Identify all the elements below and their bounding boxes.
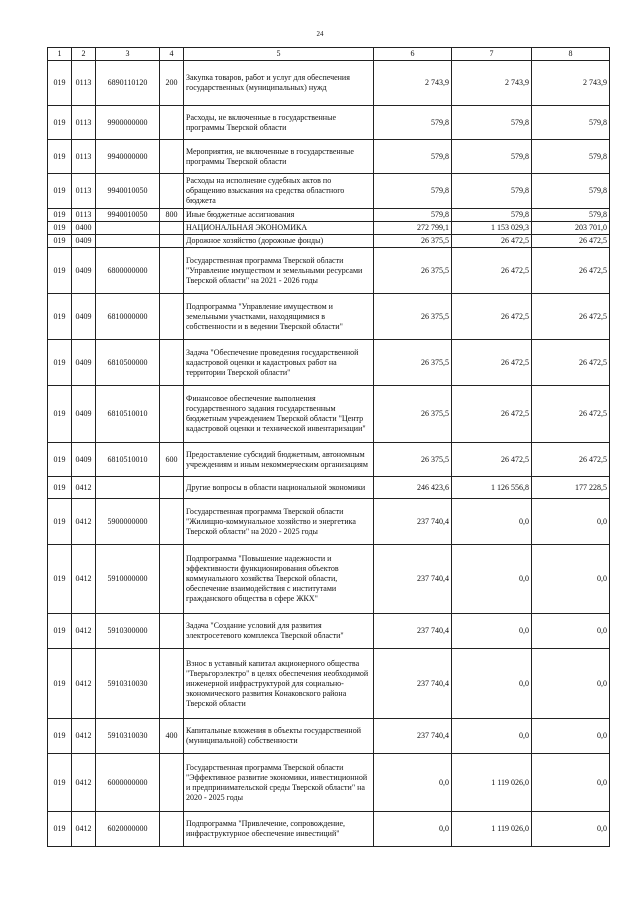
code-expense-type (160, 812, 184, 847)
amount-year2: 26 472,5 (452, 443, 532, 477)
code-target: 6810510010 (96, 443, 160, 477)
item-name: Задача "Создание условий для развития электросетевого комплекса Тверской области" (184, 614, 374, 649)
amount-year3: 26 472,5 (532, 386, 610, 443)
code-target: 5910310030 (96, 719, 160, 754)
header-cell: 5 (184, 48, 374, 61)
code-target: 6810510010 (96, 386, 160, 443)
code-expense-type (160, 140, 184, 174)
code-section: 0400 (72, 222, 96, 235)
amount-year3: 0,0 (532, 812, 610, 847)
amount-year2: 579,8 (452, 140, 532, 174)
amount-year2: 0,0 (452, 649, 532, 719)
table-row (48, 209, 610, 222)
code-admin: 019 (48, 340, 72, 386)
code-expense-type (160, 614, 184, 649)
code-section: 0113 (72, 106, 96, 140)
amount-year3: 177 228,5 (532, 477, 610, 499)
amount-year1: 0,0 (374, 812, 452, 847)
code-section: 0412 (72, 649, 96, 719)
item-name: Предоставление субсидий бюджетным, автономным учреждениям и иным некоммерческим организациям (184, 443, 374, 477)
amount-year1: 246 423,6 (374, 477, 452, 499)
item-name: Государственная программа Тверской области "Управление имуществом и земельными ресурсами Тверской области" на 2021 - 2026 годы (184, 248, 374, 294)
code-section: 0409 (72, 386, 96, 443)
item-name: Дорожное хозяйство (дорожные фонды) (184, 235, 374, 248)
code-admin: 019 (48, 174, 72, 209)
code-target: 5910000000 (96, 545, 160, 614)
code-section: 0409 (72, 294, 96, 340)
code-section: 0113 (72, 61, 96, 106)
code-admin: 019 (48, 443, 72, 477)
code-target: 9940000000 (96, 140, 160, 174)
code-admin: 019 (48, 499, 72, 545)
amount-year1: 237 740,4 (374, 649, 452, 719)
code-admin: 019 (48, 106, 72, 140)
table-row (48, 248, 610, 294)
code-admin: 019 (48, 545, 72, 614)
code-admin: 019 (48, 248, 72, 294)
table-row (48, 545, 610, 614)
amount-year3: 0,0 (532, 545, 610, 614)
amount-year1: 2 743,9 (374, 61, 452, 106)
code-expense-type (160, 386, 184, 443)
amount-year2: 579,8 (452, 106, 532, 140)
code-section: 0409 (72, 340, 96, 386)
item-name: Взнос в уставный капитал акционерного общества "Тверьгорэлектро" в целях обеспечения необходимой инженерной инфраструктурой для социально-экономического развития Конаковского района Тверской области (184, 649, 374, 719)
code-expense-type (160, 235, 184, 248)
code-admin: 019 (48, 614, 72, 649)
table-row (48, 340, 610, 386)
amount-year3: 0,0 (532, 614, 610, 649)
item-name: Мероприятия, не включенные в государственные программы Тверской области (184, 140, 374, 174)
code-target: 9900000000 (96, 106, 160, 140)
code-section: 0412 (72, 545, 96, 614)
amount-year1: 26 375,5 (374, 294, 452, 340)
code-target (96, 222, 160, 235)
item-name: НАЦИОНАЛЬНАЯ ЭКОНОМИКА (184, 222, 374, 235)
code-section: 0113 (72, 174, 96, 209)
table-row (48, 140, 610, 174)
code-expense-type (160, 649, 184, 719)
header-cell: 2 (72, 48, 96, 61)
header-cell: 4 (160, 48, 184, 61)
code-section: 0412 (72, 614, 96, 649)
amount-year1: 26 375,5 (374, 340, 452, 386)
amount-year2: 2 743,9 (452, 61, 532, 106)
code-expense-type (160, 340, 184, 386)
header-cell: 7 (452, 48, 532, 61)
item-name: Государственная программа Тверской области "Эффективное развитие экономики, инвестиционной и предпринимательской среды Тверской области" на 2020 - 2025 годы (184, 754, 374, 812)
code-admin: 019 (48, 754, 72, 812)
code-section: 0409 (72, 235, 96, 248)
amount-year3: 26 472,5 (532, 294, 610, 340)
amount-year3: 0,0 (532, 754, 610, 812)
code-section: 0412 (72, 477, 96, 499)
code-target: 6890110120 (96, 61, 160, 106)
amount-year3: 2 743,9 (532, 61, 610, 106)
code-expense-type: 800 (160, 209, 184, 222)
amount-year3: 0,0 (532, 649, 610, 719)
table-row (48, 499, 610, 545)
code-admin: 019 (48, 649, 72, 719)
amount-year3: 203 701,0 (532, 222, 610, 235)
amount-year2: 26 472,5 (452, 248, 532, 294)
amount-year3: 26 472,5 (532, 340, 610, 386)
page-number: 24 (316, 30, 324, 38)
item-name: Подпрограмма "Привлечение, сопровождение, инфраструктурное обеспечение инвестиций" (184, 812, 374, 847)
amount-year1: 26 375,5 (374, 235, 452, 248)
header-cell: 6 (374, 48, 452, 61)
amount-year3: 0,0 (532, 499, 610, 545)
amount-year3: 579,8 (532, 140, 610, 174)
code-expense-type (160, 222, 184, 235)
table-row (48, 61, 610, 106)
amount-year2: 1 126 556,8 (452, 477, 532, 499)
table-row (48, 649, 610, 719)
code-section: 0409 (72, 248, 96, 294)
code-expense-type (160, 477, 184, 499)
code-admin: 019 (48, 812, 72, 847)
amount-year2: 579,8 (452, 209, 532, 222)
code-expense-type (160, 248, 184, 294)
code-target: 6810500000 (96, 340, 160, 386)
amount-year2: 26 472,5 (452, 294, 532, 340)
amount-year2: 26 472,5 (452, 235, 532, 248)
code-section: 0412 (72, 812, 96, 847)
table-row (48, 477, 610, 499)
code-target: 6800000000 (96, 248, 160, 294)
amount-year1: 26 375,5 (374, 248, 452, 294)
amount-year2: 26 472,5 (452, 386, 532, 443)
amount-year3: 0,0 (532, 719, 610, 754)
code-target (96, 477, 160, 499)
code-admin: 019 (48, 386, 72, 443)
amount-year1: 579,8 (374, 106, 452, 140)
code-section: 0412 (72, 499, 96, 545)
code-target: 9940010050 (96, 209, 160, 222)
amount-year3: 579,8 (532, 106, 610, 140)
item-name: Закупка товаров, работ и услуг для обеспечения государственных (муниципальных) нужд (184, 61, 374, 106)
header-row (48, 48, 610, 61)
code-target: 5910300000 (96, 614, 160, 649)
code-admin: 019 (48, 61, 72, 106)
code-section: 0409 (72, 443, 96, 477)
table-row (48, 812, 610, 847)
code-expense-type (160, 106, 184, 140)
code-expense-type (160, 754, 184, 812)
table-row (48, 719, 610, 754)
amount-year1: 0,0 (374, 754, 452, 812)
table-row (48, 235, 610, 248)
amount-year3: 26 472,5 (532, 443, 610, 477)
table-row (48, 386, 610, 443)
item-name: Государственная программа Тверской области "Жилищно-коммунальное хозяйство и энергетика Тверской области" на 2020 - 2025 годы (184, 499, 374, 545)
amount-year1: 26 375,5 (374, 443, 452, 477)
code-target: 5900000000 (96, 499, 160, 545)
code-target: 5910310030 (96, 649, 160, 719)
code-admin: 019 (48, 222, 72, 235)
code-expense-type: 600 (160, 443, 184, 477)
item-name: Финансовое обеспечение выполнения государственного задания государственным бюджетным учреждением Тверской области "Центр кадастровой оценки и технической инвентаризации" (184, 386, 374, 443)
amount-year3: 26 472,5 (532, 235, 610, 248)
amount-year1: 272 799,1 (374, 222, 452, 235)
code-section: 0113 (72, 209, 96, 222)
item-name: Иные бюджетные ассигнования (184, 209, 374, 222)
code-target: 6000000000 (96, 754, 160, 812)
amount-year1: 237 740,4 (374, 614, 452, 649)
code-expense-type (160, 294, 184, 340)
item-name: Расходы, не включенные в государственные программы Тверской области (184, 106, 374, 140)
amount-year1: 579,8 (374, 174, 452, 209)
code-expense-type (160, 499, 184, 545)
code-admin: 019 (48, 235, 72, 248)
table-row (48, 174, 610, 209)
code-target (96, 235, 160, 248)
item-name: Расходы на исполнение судебных актов по обращению взыскания на средства областного бюджета (184, 174, 374, 209)
code-target: 9940010050 (96, 174, 160, 209)
code-admin: 019 (48, 209, 72, 222)
amount-year2: 0,0 (452, 719, 532, 754)
amount-year2: 0,0 (452, 545, 532, 614)
code-expense-type (160, 174, 184, 209)
amount-year1: 579,8 (374, 140, 452, 174)
header-cell: 8 (532, 48, 610, 61)
amount-year3: 26 472,5 (532, 248, 610, 294)
table-row (48, 106, 610, 140)
amount-year3: 579,8 (532, 209, 610, 222)
amount-year3: 579,8 (532, 174, 610, 209)
item-name: Подпрограмма "Повышение надежности и эффективности функционирования объектов коммунального хозяйства Тверской области, обеспечение взаимодействия с институтами гражданского общества в сфере ЖКХ" (184, 545, 374, 614)
table-row (48, 222, 610, 235)
code-expense-type: 200 (160, 61, 184, 106)
code-section: 0412 (72, 754, 96, 812)
code-admin: 019 (48, 140, 72, 174)
header-cell: 3 (96, 48, 160, 61)
amount-year2: 1 119 026,0 (452, 812, 532, 847)
amount-year1: 237 740,4 (374, 545, 452, 614)
amount-year2: 1 119 026,0 (452, 754, 532, 812)
amount-year1: 237 740,4 (374, 499, 452, 545)
amount-year2: 0,0 (452, 614, 532, 649)
code-admin: 019 (48, 477, 72, 499)
item-name: Другие вопросы в области национальной экономики (184, 477, 374, 499)
code-admin: 019 (48, 294, 72, 340)
amount-year2: 1 153 029,3 (452, 222, 532, 235)
code-section: 0113 (72, 140, 96, 174)
table-row (48, 443, 610, 477)
code-target: 6810000000 (96, 294, 160, 340)
code-expense-type: 400 (160, 719, 184, 754)
amount-year1: 579,8 (374, 209, 452, 222)
item-name: Подпрограмма "Управление имуществом и земельными участками, находящимися в собственности и в ведении Тверской области" (184, 294, 374, 340)
amount-year2: 26 472,5 (452, 340, 532, 386)
code-expense-type (160, 545, 184, 614)
amount-year2: 579,8 (452, 174, 532, 209)
amount-year1: 26 375,5 (374, 386, 452, 443)
budget-table (47, 47, 610, 847)
table-row (48, 614, 610, 649)
code-admin: 019 (48, 719, 72, 754)
code-section: 0412 (72, 719, 96, 754)
code-target: 6020000000 (96, 812, 160, 847)
item-name: Задача "Обеспечение проведения государственной кадастровой оценки и кадастровых работ на территории Тверской области" (184, 340, 374, 386)
amount-year2: 0,0 (452, 499, 532, 545)
header-cell: 1 (48, 48, 72, 61)
table-row (48, 294, 610, 340)
amount-year1: 237 740,4 (374, 719, 452, 754)
table-row (48, 754, 610, 812)
item-name: Капитальные вложения в объекты государственной (муниципальной) собственности (184, 719, 374, 754)
